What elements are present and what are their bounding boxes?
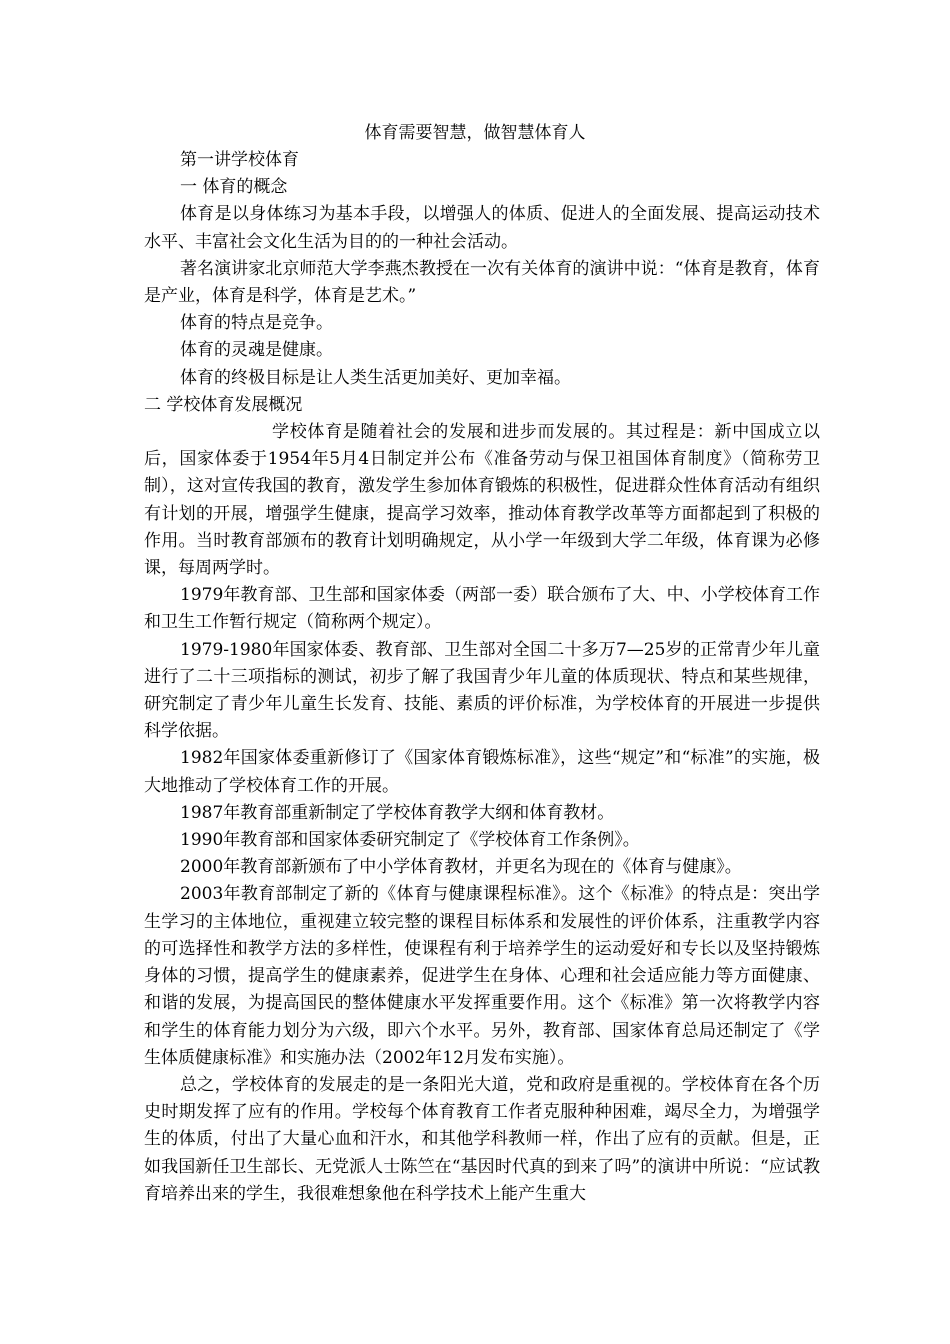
paragraph: 1979-1980年国家体委、教育部、卫生部对全国二十多万7—25岁的正常青少年儿童进行了二十三项指标的测试，初步了解了我国青少年儿童的体质现状、特点和某些规律，研究制定了青少年儿童生长发育、技能、素质的评价标准，为学校体育的开展进一步提供科学依据。 [144,639,820,742]
paragraph: 体育是以身体练习为基本手段，以增强人的体质、促进人的全面发展、提高运动技术水平、丰富社会文化生活为目的的一种社会活动。 [144,204,820,252]
paragraph: 学校体育是随着社会的发展和进步而发展的。其过程是：新中国成立以后，国家体委于1954年5月4日制定并公布《准备劳动与保卫祖国体育制度》（简称劳卫制），这对宣传我国的教育，激发学生参加体育锻炼的积极性，促进群众性体育活动有组织有计划的开展，增强学生健康，提高学习效率，推动体育教学改革等方面都起到了积极的作用。当时教育部颁布的教育计划明确规定，从小学一年级到大学二年级，体育课为必修课，每周两学时。 [144,422,820,579]
paragraph: 第一讲学校体育 [180,150,299,170]
paragraph: 一 体育的概念 [180,177,288,198]
document-title: 体育需要智慧，做智慧体育人 [364,123,586,143]
paragraph: 总之，学校体育的发展走的是一条阳光大道，党和政府是重视的。学校体育在各个历史时期发挥了应有的作用。学校每个体育教育工作者克服种种困难，竭尽全力，为增强学生的体质，付出了大量心血和汗水，和其他学科教师一样，作出了应有的贡献。但是，正如我国新任卫生部长、无党派人士陈竺在“基因时代真的到来了吗”的演讲中所说：“应试教育培养出来的学生，我很难想象他在科学技术上能产生重大 [144,1074,820,1204]
paragraph: 体育的灵魂是健康。 [180,340,333,361]
paragraph: 2000年教育部新颁布了中小学体育教材，并更名为现在的《体育与健康》。 [180,857,742,878]
paragraph: 著名演讲家北京师范大学李燕杰教授在一次有关体育的演讲中说：“体育是教育，体育是产业，体育是科学，体育是艺术。” [144,258,820,307]
paragraph: 1979年教育部、卫生部和国家体委（两部一委）联合颁布了大、中、小学校体育工作和卫生工作暂行规定（简称两个规定）。 [144,585,820,633]
document-body [144,147,820,1208]
paragraph: 1990年教育部和国家体委研究制定了《学校体育工作条例》。 [180,830,640,851]
paragraph: 1982年国家体委重新修订了《国家体育锻炼标准》，这些“规定”和“标准”的实施，极大地推动了学校体育工作的开展。 [144,748,820,796]
paragraph: 体育的终极目标是让人类生活更加美好、更加幸福。 [180,367,571,388]
paragraph: 体育的特点是竞争。 [180,313,333,334]
paragraph: 1987年教育部重新制定了学校体育教学大纲和体育教材。 [180,802,615,823]
paragraph: 二 学校体育发展概况 [144,394,303,415]
paragraph: 2003年教育部制定了新的《体育与健康课程标准》。这个《标准》的特点是：突出学生学习的主体地位，重视建立较完整的课程目标体系和发展性的评价体系，注重教学内容的可选择性和教学方法的多样性，使课程有利于培养学生的运动爱好和专长以及坚持锻炼身体的习惯，提高学生的健康素养，促进学生在身体、心理和社会适应能力等方面健康、和谐的发展，为提高国民的整体健康水平发挥重要作用。这个《标准》第一次将教学内容和学生的体育能力划分为六级，即六个水平。另外，教育部、国家体育总局还制定了《学生体质健康标准》和实施办法（2002年12月发布实施）。 [144,884,820,1068]
